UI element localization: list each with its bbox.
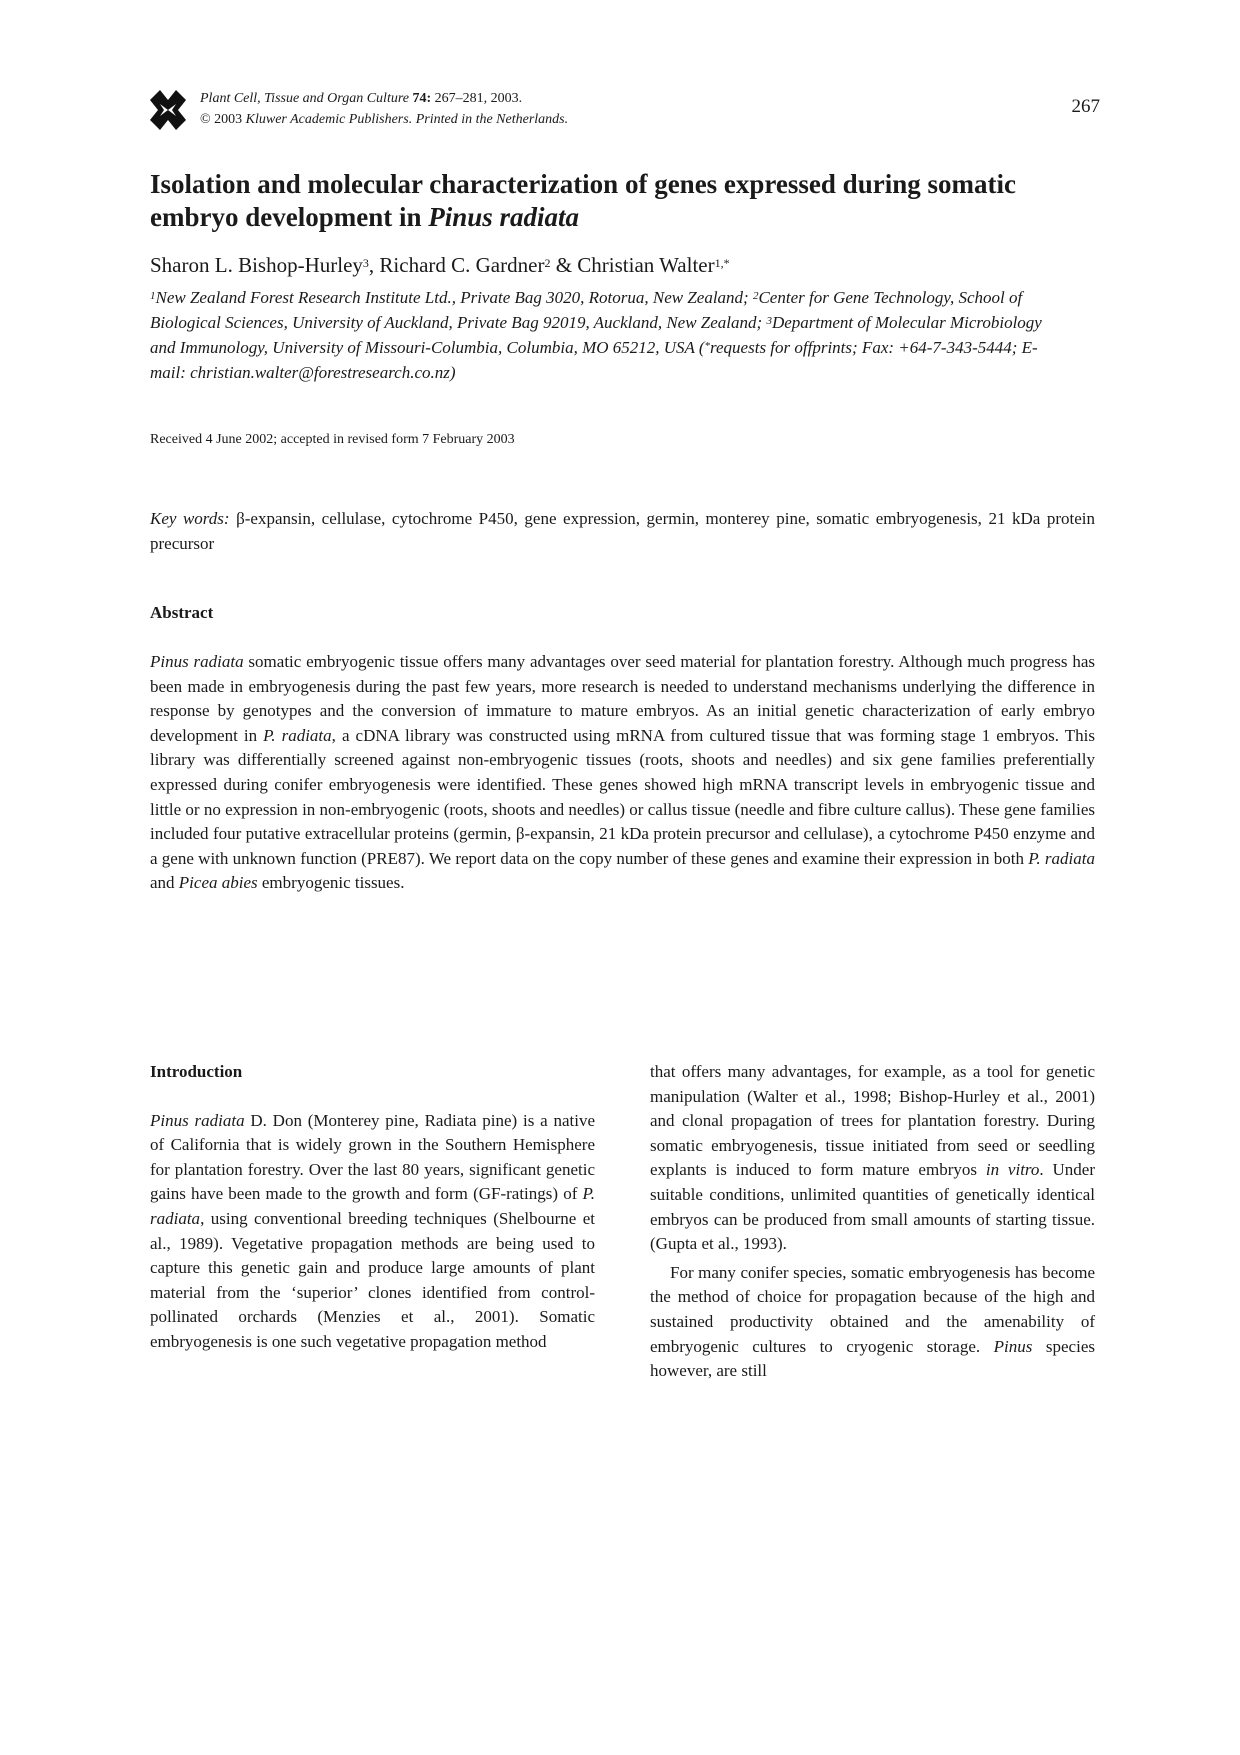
affil-marker: 1 <box>150 290 156 302</box>
affil-3: Department of Molecular Microbiology and Immunology, University of Missouri-Columbia, Columbia, MO 65212, USA ( <box>150 313 1042 357</box>
copyright-symbol: © <box>200 112 211 127</box>
affiliations <box>150 285 1070 385</box>
species-name: P. radiata <box>1028 848 1095 868</box>
author-3: Christian Walter <box>577 253 715 277</box>
affil-marker: 2 <box>752 290 759 302</box>
correspondence: requests for offprints; Fax: +64-7-343-5444; E-mail: christian.walter@forestresearch.co.nz) <box>150 338 1038 382</box>
affil-2: Center for Gene Technology, School of Biological Sciences, University of Auckland, Private Bag 92019, Auckland, New Zealand; <box>150 288 1023 332</box>
publisher-logo-icon <box>150 90 186 130</box>
abstract-text <box>150 650 1095 896</box>
author-2-affil: 2 <box>544 256 551 270</box>
species-name: Picea abies <box>178 873 258 893</box>
keywords-text: β-expansin, cellulase, cytochrome P450, gene expression, germin, monterey pine, somatic embryogenesis, 21 kDa protein precursor <box>150 509 1096 553</box>
intro-part: that offers many advantages, for example, as a tool for genetic manipulation (Walter et al., 1998; Bishop-Hurley et al., 2001) and clonal propagation of trees for plantation forestry. During somatic embryogenesis, tissue initiated from seed or seedling explants is induced to form mature embryos <box>650 1062 1095 1180</box>
title-main: Isolation and molecular characterization of genes expressed during somatic embryo development in <box>150 169 1016 232</box>
abstract-part: , a cDNA library was constructed using mRNA from cultured tissue that was forming stage 1 embryos. This library was differentially screened against non-embryogenic tissues (roots, shoots and needles) and six gene families preferentially expressed during conifer embryogenesis were identified. These genes showed high mRNA transcript levels in embryogenic tissue and little or no expression in non-embryogenic (roots, shoots and needles) or callus tissue (needle and fibre culture callus). These gene families included four putative extracellular proteins (germin, β-expansin, 21 kDa protein precursor and cellulase), a cytochrome P450 enzyme and a gene with unknown function (PRE87). We report data on the copy number of these genes and examine their expression in both <box>150 725 1095 868</box>
intro-part: For many conifer species, somatic embryogenesis has become the method of choice for propagation because of the high and sustained productivity obtained and the amenability of embryogenic cultures to cryogenic storage. <box>650 1262 1095 1356</box>
intro-part: . Under suitable conditions, unlimited quantities of genetically identical embryos can be produced from small amounts of starting tissue. (Gupta et al., 1993). <box>650 1160 1095 1254</box>
abstract-heading: Abstract <box>150 603 214 622</box>
paper-title <box>150 168 1100 234</box>
author-separator: & <box>550 253 578 277</box>
journal-citation <box>200 88 568 130</box>
title-species: Pinus radiata <box>428 202 580 232</box>
introduction-heading: Introduction <box>150 1062 243 1081</box>
intro-paragraph-1 <box>150 1109 595 1355</box>
author-1: Sharon L. Bishop-Hurley <box>150 253 363 277</box>
abstract-part: embryogenic tissues. <box>257 873 405 893</box>
author-list <box>150 252 1100 278</box>
journal-name: Plant Cell, Tissue and Organ Culture <box>200 91 409 106</box>
intro-paragraph-2 <box>650 1261 1095 1384</box>
intro-part: , using conventional breeding techniques (Shelbourne et al., 1989). Vegetative propagation methods are being used to capture this genetic gain and produce large amounts of plant material from the ‘superior’ clones identified from control-pollinated orchards (Menzies et al., 2001). Somatic embryogenesis is one such vegetative propagation method <box>150 1208 595 1351</box>
page-number: 267 <box>1071 96 1100 117</box>
journal-header <box>150 88 1100 136</box>
author-3-affil: 1,* <box>714 256 730 270</box>
affil-marker: 3 <box>766 315 772 327</box>
keywords-label: Key words: <box>150 509 230 528</box>
journal-volume: 74: <box>412 91 432 106</box>
author-2: Richard C. Gardner <box>379 253 545 277</box>
abstract-part: somatic embryogenic tissue offers many advantages over seed material for plantation forestry. Although much progress has been made in embryogenesis during the past few years, more research is needed to understand mechanisms underlying the difference in response by genotypes and the conversion of immature to mature embryos. As an initial genetic characterization of early embryo development in <box>150 652 1095 745</box>
received-dates: Received 4 June 2002; accepted in revised form 7 February 2003 <box>150 432 515 447</box>
species-name: P. radiata <box>263 725 332 745</box>
abstract-part: and <box>150 873 179 893</box>
introduction-column-right <box>650 1060 1095 1384</box>
author-1-affil: 3 <box>362 256 369 270</box>
introduction-column-left <box>150 1060 595 1355</box>
species-name: Pinus radiata <box>150 652 244 671</box>
keywords <box>150 506 1095 556</box>
species-name: Pinus radiata <box>150 1110 245 1130</box>
species-name: Pinus <box>993 1336 1033 1356</box>
affil-1: New Zealand Forest Research Institute Ltd., Private Bag 3020, Rotorua, New Zealand; <box>155 288 753 307</box>
affil-marker: * <box>704 340 711 352</box>
copyright-year: 2003 <box>210 112 246 127</box>
intro-part: D. Don (Monterey pine, Radiata pine) is a native of California that is widely grown in the Southern Hemisphere for plantation forestry. Over the last 80 years, significant genetic gains have been made to the growth and form (GF-ratings) of <box>150 1110 595 1204</box>
species-name: P. radiata <box>150 1184 595 1228</box>
journal-pages: 267–281, 2003. <box>431 91 523 106</box>
intro-part: species however, are still <box>650 1336 1095 1381</box>
copyright-text: Kluwer Academic Publishers. Printed in the Netherlands. <box>245 112 569 127</box>
latin-term: in vitro <box>985 1160 1040 1180</box>
intro-paragraph-1-cont <box>650 1060 1095 1257</box>
author-separator: , <box>368 253 380 277</box>
